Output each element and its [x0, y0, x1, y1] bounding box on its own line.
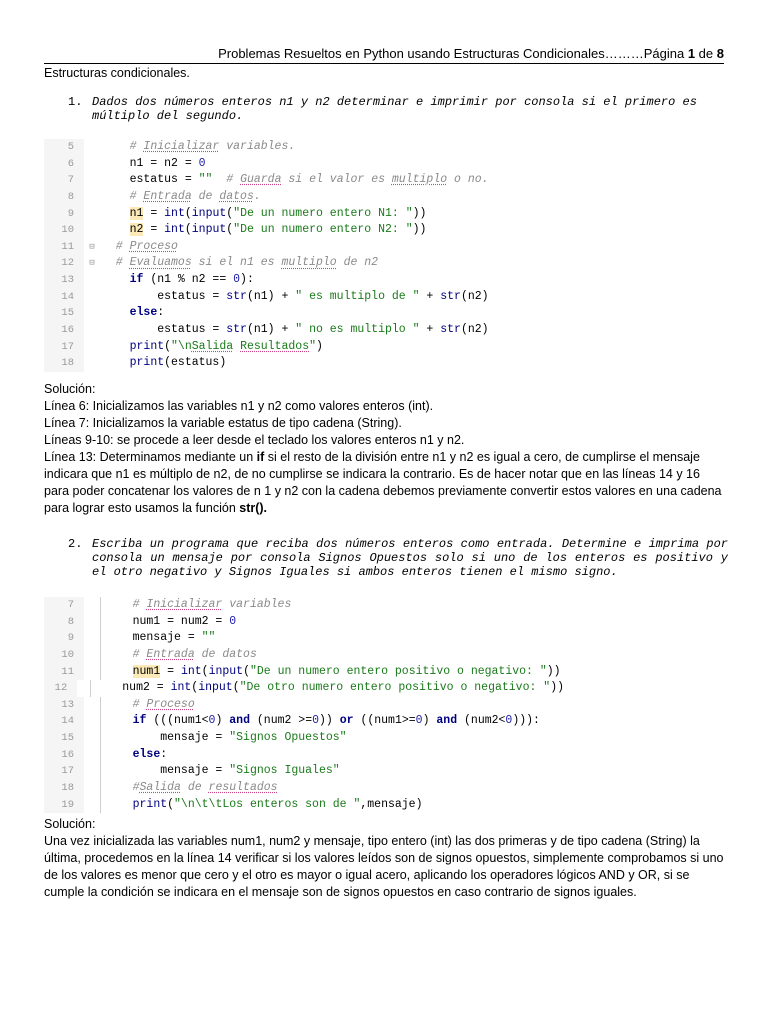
code-line: 6 n1 = n2 = 0 [44, 156, 564, 173]
code-line: 9 n1 = int(input("De un numero entero N1: ")) [44, 206, 564, 223]
line-number: 13 [44, 272, 84, 289]
code-line: 11 num1 = int(input("De un numero entero positivo o negativo: ")) [44, 664, 564, 681]
line-number: 14 [44, 289, 84, 306]
code-line: 15 else: [44, 305, 564, 322]
code-line: 17 print("\nSalida Resultados") [44, 339, 564, 356]
line-number: 15 [44, 730, 84, 747]
solution-2 [44, 816, 724, 901]
keyword-if: if [256, 450, 265, 464]
code-line: 10 n2 = int(input("De un numero entero N2: ")) [44, 222, 564, 239]
code-line: 13 # Proceso [44, 697, 564, 714]
line-number: 10 [44, 647, 84, 664]
code-line: 17 mensaje = "Signos Iguales" [44, 763, 564, 780]
code-line: 18 print(estatus) [44, 355, 564, 372]
line-number: 17 [44, 339, 84, 356]
solution-2-paragraph: Una vez inicializada las variables num1, num2 y mensaje, tipo entero (int) las dos primeras y de tipo cadena (String) la última, procedemos en la línea 14 verificar si los valores leídos son de signos opuestos, simplemente comprobamos si uno de los valores es menor que cero y el otro es mayor o igual acero, aplicando los operadores lógicos AND y OR, si se cumple la condición se indicara en el mensaje son de signos opuestos en caso contrario de signos iguales. [44, 834, 724, 899]
solution-1-heading: Solución: [44, 382, 96, 396]
line-number: 7 [44, 597, 84, 614]
problem-2-number: 2. [68, 537, 83, 551]
line-number: 9 [44, 630, 84, 647]
line-number: 8 [44, 189, 84, 206]
solution-1-text: Línea 13: Determinamos mediante un [44, 450, 257, 464]
problem-1-text: Dados dos números enteros n1 y n2 determinar e imprimir por consola si el primero es múltiplo del segundo. [92, 95, 697, 123]
code-line: 7 # Inicializar variables [44, 597, 564, 614]
solution-1 [44, 381, 724, 517]
line-number: 15 [44, 305, 84, 322]
code-line: 7 estatus = "" # Guarda si el valor es multiplo o no. [44, 172, 564, 189]
line-number: 11 [44, 239, 84, 256]
code-line: 15 mensaje = "Signos Opuestos" [44, 730, 564, 747]
header-page-total: 8 [716, 46, 724, 61]
header-page-sep: de [698, 46, 714, 61]
code-line: 8 # Entrada de datos. [44, 189, 564, 206]
fold-icon[interactable]: ⊟ [89, 258, 95, 269]
page-header [44, 46, 724, 64]
line-number: 13 [44, 697, 84, 714]
line-number: 11 [44, 664, 84, 681]
header-title: Problemas Resueltos en Python usando Estructuras Condicionales………Página [218, 46, 685, 61]
line-number: 17 [44, 763, 84, 780]
section-title: Estructuras condicionales. [44, 66, 190, 80]
problem-2 [68, 537, 728, 579]
line-number: 18 [44, 355, 84, 372]
code-line: 14 estatus = str(n1) + " es multiplo de " + str(n2) [44, 289, 564, 306]
line-number: 16 [44, 322, 84, 339]
problem-1 [68, 95, 728, 123]
code-line: 12 num2 = int(input("De otro numero entero positivo o negativo: ")) [44, 680, 564, 697]
code-line: 16 else: [44, 747, 564, 764]
solution-1-line: Líneas 9-10: se procede a leer desde el teclado los valores enteros n1 y n2. [44, 433, 465, 447]
header-page-current: 1 [687, 46, 696, 61]
line-number: 7 [44, 172, 84, 189]
code-line: 8 num1 = num2 = 0 [44, 614, 564, 631]
solution-1-line: Línea 6: Inicializamos las variables n1 y n2 como valores enteros (int). [44, 399, 434, 413]
problem-2-text: Escriba un programa que reciba dos números enteros como entrada. Determine e imprima por consola un mensaje por consola Signos Opuestos solo si uno de los enteros es positivo y el otro negativo y Signos Iguales si ambos enteros tienen el mismo signo. [92, 537, 728, 579]
solution-1-line: Línea 7: Inicializamos la variable estatus de tipo cadena (String). [44, 416, 402, 430]
code-line: 9 mensaje = "" [44, 630, 564, 647]
solution-2-heading: Solución: [44, 817, 96, 831]
code-line: 12 ⊟ # Evaluamos si el n1 es multiplo de n2 [44, 255, 564, 272]
code-line: 16 estatus = str(n1) + " no es multiplo " + str(n2) [44, 322, 564, 339]
solution-1-paragraph [44, 449, 724, 517]
solution-1-text: si el resto de la división entre n1 y n2 es igual a cero, de cumplirse el mensaje indicara que n1 es múltiplo de n2, de no cumplirse se indicara la contrario. Es de hacer notar que en las líneas 14 y 16 para poder concatenar los valores de n 1 y n2 con la cadena debemos previamente convertir estos valores en una cadena para lograr esto usamos la función [44, 450, 722, 515]
code-line: 18 #Salida de resultados [44, 780, 564, 797]
code-line: 14 if (((num1<0) and (num2 >=0)) or ((num1>=0) and (num2<0))): [44, 713, 564, 730]
code-line: 11 ⊟ # Proceso [44, 239, 564, 256]
line-number: 10 [44, 222, 84, 239]
line-number: 12 [44, 680, 77, 697]
line-number: 12 [44, 255, 84, 272]
line-number: 5 [44, 139, 84, 156]
code-block-2 [44, 597, 564, 813]
line-number: 18 [44, 780, 84, 797]
problem-1-number: 1. [68, 95, 83, 109]
line-number: 14 [44, 713, 84, 730]
code-block-1 [44, 139, 564, 372]
line-number: 9 [44, 206, 84, 223]
fold-icon[interactable]: ⊟ [89, 241, 95, 252]
code-line: 19 print("\n\t\tLos enteros son de ",mensaje) [44, 797, 564, 814]
line-number: 8 [44, 614, 84, 631]
code-line: 5 # Inicializar variables. [44, 139, 564, 156]
code-line: 10 # Entrada de datos [44, 647, 564, 664]
line-number: 6 [44, 156, 84, 173]
keyword-str: str(). [239, 501, 268, 515]
code-line: 13 if (n1 % n2 == 0): [44, 272, 564, 289]
line-number: 19 [44, 797, 84, 814]
line-number: 16 [44, 747, 84, 764]
